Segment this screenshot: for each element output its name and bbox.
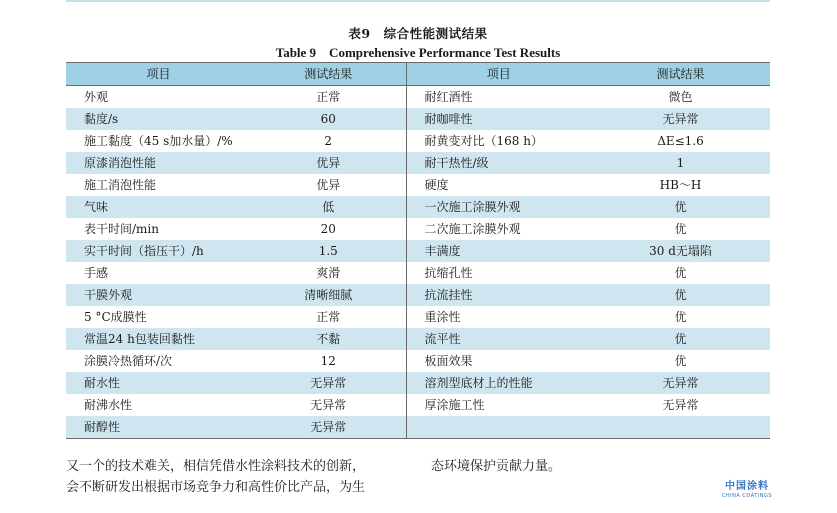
- cell-item-left: 5 °C成膜性: [84, 310, 147, 324]
- logo-main-text: 中国涂料: [725, 481, 769, 492]
- table-row: [66, 284, 770, 306]
- cell-result-left: 12: [251, 350, 406, 372]
- table-row: [66, 152, 770, 174]
- cell-item-right: 厚涂施工性: [424, 398, 485, 412]
- cell-result-right: HB～H: [659, 178, 702, 192]
- cell-item-left: 原漆消泡性能: [66, 152, 251, 174]
- cell-result-right: 30 d无塌陷: [591, 240, 770, 262]
- table-row: [66, 372, 770, 394]
- cell-result-left: 无异常: [251, 394, 406, 416]
- table-row: [66, 394, 770, 416]
- table-row: [66, 240, 770, 262]
- cell-result-left: 不黏: [251, 328, 406, 350]
- cell-item-right: 流平性: [406, 328, 591, 350]
- cell-result-left: 正常: [251, 306, 406, 328]
- cell-result-left: 正常: [251, 86, 406, 109]
- cell-item-right: 重涂性: [424, 310, 461, 324]
- results-table: [66, 62, 770, 439]
- cell-result-right: 优: [591, 328, 770, 350]
- cell-result-right: 优: [674, 354, 687, 368]
- cell-result-left: 无异常: [251, 416, 406, 439]
- table-row: [66, 130, 770, 152]
- cell-item-right: 耐咖啡性: [406, 108, 591, 130]
- table-row: [66, 174, 770, 196]
- cell-result-right: 无异常: [662, 398, 699, 412]
- cell-result-right: 优: [591, 284, 770, 306]
- table-caption-cn: 表9 综合性能测试结果: [348, 26, 488, 41]
- cell-result-right: 优: [674, 266, 687, 280]
- cell-result-left: 低: [251, 196, 406, 218]
- cell-item-right: 耐黄变对比（168 h）: [424, 134, 543, 148]
- cell-item-left: 实干时间（指压干）/h: [66, 240, 251, 262]
- cell-item-right: 溶剂型底材上的性能: [406, 372, 591, 394]
- cell-item-right: 抗流挂性: [406, 284, 591, 306]
- cell-item-left: 常温24 h包装回黏性: [66, 328, 251, 350]
- body-line: 又一个的技术难关，相信凭借水性涂料技术的创新，: [66, 459, 366, 474]
- logo-sub-text: CHINA COATINGS: [721, 493, 773, 499]
- cell-result-left: 优异: [251, 152, 406, 174]
- cell-result-left: 优异: [251, 174, 406, 196]
- cell-result-left: 清晰细腻: [251, 284, 406, 306]
- cell-item-right: 硬度: [424, 178, 449, 192]
- cell-result-right: 无异常: [591, 372, 770, 394]
- cell-item-right: 一次施工涂膜外观: [406, 196, 591, 218]
- table-row: [66, 306, 770, 328]
- cell-result-right: 优: [674, 310, 687, 324]
- cell-item-left: 干膜外观: [66, 284, 251, 306]
- cell-item-right: 抗缩孔性: [424, 266, 473, 280]
- table-row: [66, 86, 770, 109]
- header-item-right: 项目: [406, 63, 591, 86]
- cell-result-right: 优: [674, 222, 687, 236]
- table-row: [66, 218, 770, 240]
- body-line: 会不断研发出根据市场竞争力和高性价比产品，为生: [66, 480, 366, 495]
- body-text-left: [66, 456, 416, 498]
- cell-item-left: 气味: [66, 196, 251, 218]
- table-row: [66, 262, 770, 284]
- cell-item-right: 耐干热性/级: [406, 152, 591, 174]
- table-header-row: [66, 63, 770, 86]
- cell-item-right: 二次施工涂膜外观: [424, 222, 521, 236]
- header-result-left: 测试结果: [251, 63, 406, 86]
- cell-item-left: 耐水性: [66, 372, 251, 394]
- cell-result-right: 无异常: [591, 108, 770, 130]
- table-row: [66, 350, 770, 372]
- body-text-right: [431, 456, 731, 477]
- cell-item-right: [406, 416, 591, 439]
- cell-result-right: ΔE≤1.6: [657, 134, 704, 148]
- cell-result-right: [591, 416, 770, 439]
- cell-result-right: 优: [591, 196, 770, 218]
- cell-item-left: 手感: [84, 266, 109, 280]
- cell-result-left: 20: [251, 218, 406, 240]
- cell-result-left: 2: [251, 130, 406, 152]
- cell-result-left: 60: [251, 108, 406, 130]
- cell-item-right: 丰满度: [406, 240, 591, 262]
- table-row: [66, 328, 770, 350]
- cell-item-left: 黏度/s: [66, 108, 251, 130]
- cell-item-left: 施工消泡性能: [84, 178, 157, 192]
- table-row: [66, 108, 770, 130]
- header-result-right: 测试结果: [591, 63, 770, 86]
- body-line: 态环境保护贡献力量。: [431, 459, 562, 474]
- table-row: [66, 196, 770, 218]
- cell-item-right: 板面效果: [424, 354, 473, 368]
- cell-item-left: 表干时间/min: [84, 222, 159, 236]
- cell-result-left: 爽滑: [251, 262, 406, 284]
- cell-result-left: 无异常: [251, 372, 406, 394]
- cell-result-left: 1.5: [251, 240, 406, 262]
- cell-item-left: 涂膜冷热循环/次: [84, 354, 173, 368]
- cell-item-right: 耐红酒性: [424, 90, 473, 104]
- header-item-left: 项目: [66, 63, 251, 86]
- table-caption-en: Table 9 Comprehensive Performance Test Results: [275, 45, 561, 60]
- cell-item-left: 耐沸水性: [84, 398, 133, 412]
- table-row: [66, 416, 770, 439]
- cell-result-right: 微色: [668, 90, 693, 104]
- cell-item-left: 外观: [84, 90, 109, 104]
- china-coatings-logo: [712, 481, 782, 500]
- cell-result-right: 1: [591, 152, 770, 174]
- cell-item-left: 耐醇性: [66, 416, 251, 439]
- cell-item-left: 施工黏度（45 s加水量）/%: [84, 134, 233, 148]
- top-rule: [66, 0, 770, 2]
